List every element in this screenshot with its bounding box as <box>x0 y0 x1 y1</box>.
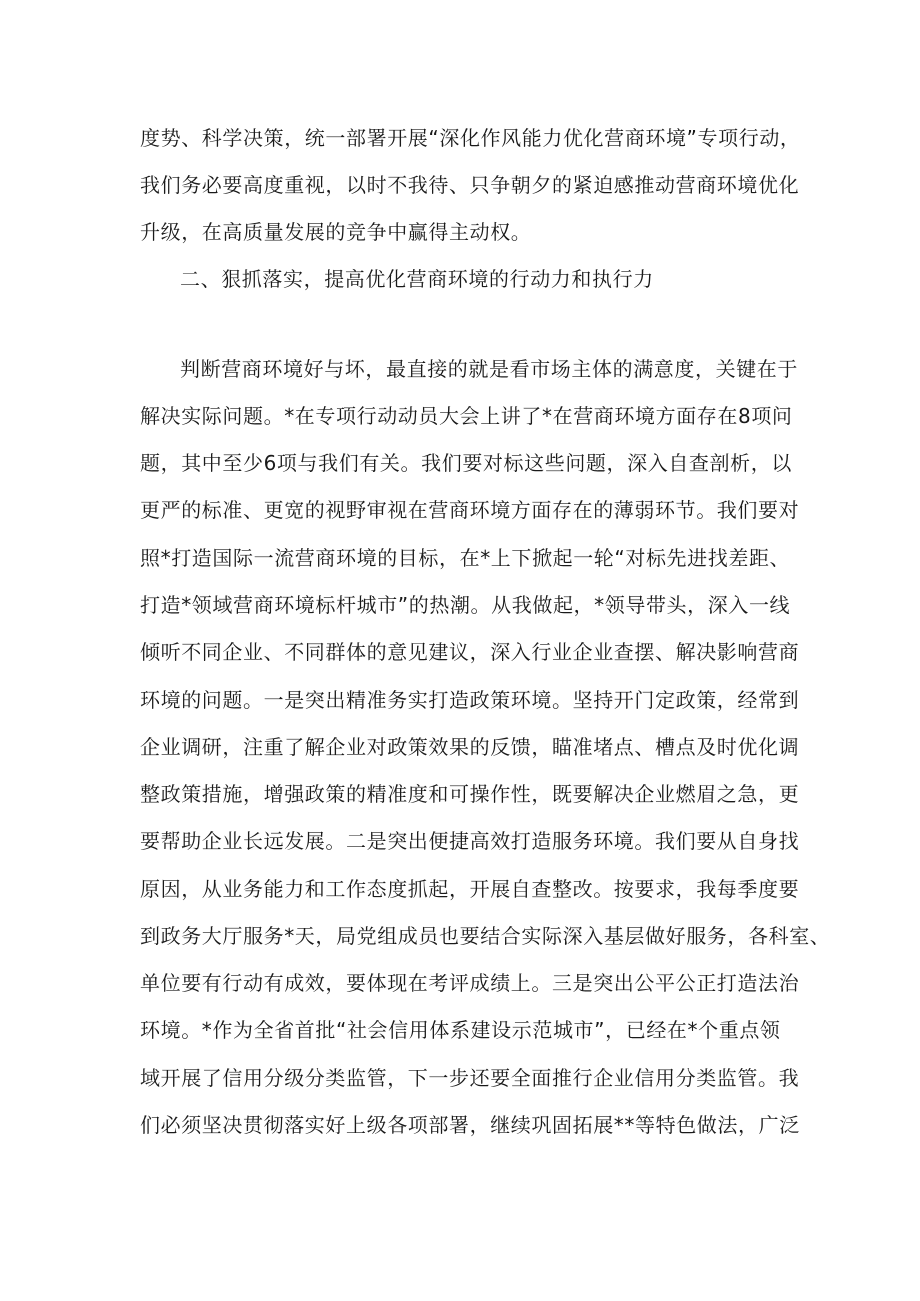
body-text-line: 解决实际问题。*在专项行动动员大会上讲了*在营商环境方面存在8项问 <box>140 404 793 428</box>
body-text-line: 判断营商环境好与坏，最直接的就是看市场主体的满意度，关键在于 <box>180 357 798 381</box>
body-text-line: 环境。*作为全省首批“社会信用体系建设示范城市”，已经在*个重点领 <box>140 1018 781 1042</box>
body-text-line: 升级，在高质量发展的竞争中赢得主动权。 <box>140 220 532 244</box>
body-text-line: 更严的标准、更宽的视野审视在营商环境方面存在的薄弱环节。我们要对 <box>140 498 800 522</box>
body-text-line: 题，其中至少6项与我们有关。我们要对标这些问题，深入自查剖析，以 <box>140 451 792 475</box>
body-text-line: 单位要有行动有成效，要体现在考评成绩上。三是突出公平公正打造法治 <box>140 971 800 995</box>
body-text-line: 域开展了信用分级分类监管，下一步还要全面推行企业信用分类监管。我 <box>140 1066 800 1090</box>
body-text-line: 们必须坚决贯彻落实好上级各项部署，继续巩固拓展**等特色做法，广泛 <box>140 1113 800 1137</box>
body-text-line: 企业调研，注重了解企业对政策效果的反馈，瞄准堵点、槽点及时优化调 <box>140 735 800 759</box>
body-text-line: 环境的问题。一是突出精准务实打造政策环境。坚持开门定政策，经常到 <box>140 688 800 712</box>
body-text-line: 倾听不同企业、不同群体的意见建议，深入行业企业查摆、解决影响营商 <box>140 640 800 664</box>
body-text-line: 度势、科学决策，统一部署开展“深化作风能力优化营商环境”专项行动， <box>140 126 801 150</box>
body-text-line: 原因，从业务能力和工作态度抓起，开展自查整改。按要求，我每季度要 <box>140 877 800 901</box>
body-text-line: 到政务大厅服务*天，局党组成员也要结合实际深入基层做好服务，各科室、 <box>140 924 831 948</box>
section-heading: 二、狠抓落实，提高优化营商环境的行动力和执行力 <box>180 267 654 291</box>
body-text-line: 要帮助企业长远发展。二是突出便捷高效打造服务环境。我们要从自身找 <box>140 829 800 853</box>
body-text-line: 整政策措施，增强政策的精准度和可操作性，既要解决企业燃眉之急，更 <box>140 782 800 806</box>
body-text-line: 我们务必要高度重视，以时不我待、只争朝夕的紧迫感推动营商环境优化 <box>140 173 800 197</box>
body-text-line: 打造*领域营商环境标杆城市”的热潮。从我做起，*领导带头，深入一线 <box>140 593 791 617</box>
body-text-line: 照*打造国际一流营商环境的目标，在*上下掀起一轮“对标先进找差距、 <box>140 546 791 570</box>
